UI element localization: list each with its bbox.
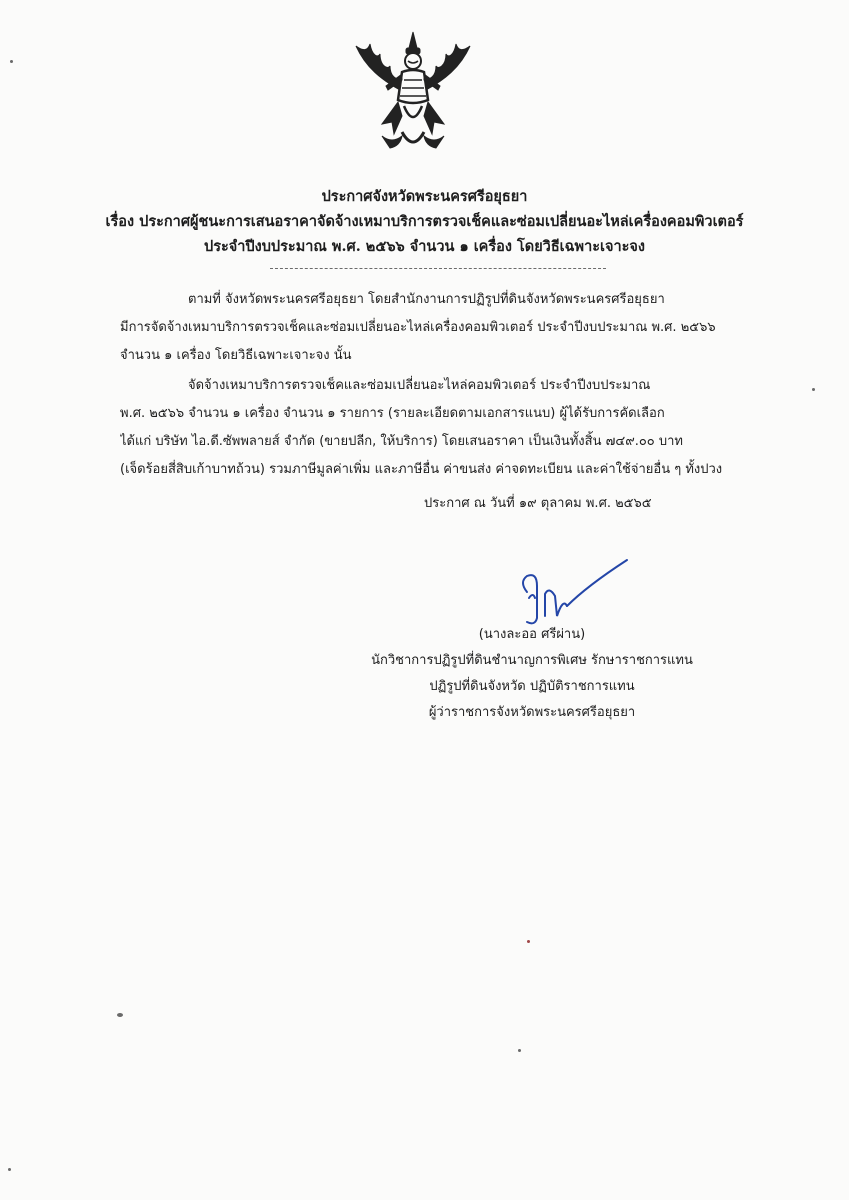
announcement-subject: เรื่อง ประกาศผู้ชนะการเสนอราคาจัดจ้างเหมาบริการตรวจเช็คและซ่อมเปลี่ยนอะไหล่เครื่องคอมพิวเตอร์ xyxy=(105,213,744,230)
paragraph-line: มีการจัดจ้างเหมาบริการตรวจเช็คและซ่อมเปลี่ยนอะไหล่เครื่องคอมพิวเตอร์ ประจำปีงบประมาณ พ.ศ. ๒๕๖๖ xyxy=(120,320,716,335)
paragraph-line: (เจ็ดร้อยสี่สิบเก้าบาทถ้วน) รวมภาษีมูลค่าเพิ่ม และภาษีอื่น ค่าขนส่ง ค่าจดทะเบียน และค่าใช้จ่ายอื่น ๆ ทั้งปวง xyxy=(120,462,723,477)
paragraph-line: ตามที่ จังหวัดพระนครศรีอยุธยา โดยสำนักงานการปฏิรูปที่ดินจังหวัดพระนครศรีอยุธยา xyxy=(188,292,665,307)
announcement-heading: ประกาศจังหวัดพระนครศรีอยุธยา xyxy=(321,188,528,205)
signatory-title: ผู้ว่าราชการจังหวัดพระนครศรีอยุธยา xyxy=(428,705,636,720)
paragraph-line: ได้แก่ บริษัท ไอ.ดี.ซัพพลายส์ จำกัด (ขายปลีก, ให้บริการ) โดยเสนอราคา เป็นเงินทั้งสิ้น ๗๔๙.๐๐ บาท xyxy=(120,434,683,449)
scan-speck xyxy=(117,1013,123,1017)
signatory-title: ปฏิรูปที่ดินจังหวัด ปฏิบัติราชการแทน xyxy=(429,679,635,694)
paragraph-background xyxy=(120,286,760,370)
scan-speck xyxy=(527,940,530,943)
signatory-title: นักวิชาการปฏิรูปที่ดินชำนาญการพิเศษ รักษาราชการแทน xyxy=(371,653,693,668)
scan-speck xyxy=(518,1049,521,1052)
paragraph-line: จัดจ้างเหมาบริการตรวจเช็คและซ่อมเปลี่ยนอะไหล่คอมพิวเตอร์ ประจำปีงบประมาณ xyxy=(188,378,651,393)
announcement-subject-continued: ประจำปีงบประมาณ พ.ศ. ๒๕๖๖ จำนวน ๑ เครื่อง โดยวิธีเฉพาะเจาะจง xyxy=(204,238,645,255)
announcement-date: ประกาศ ณ วันที่ ๑๙ ตุลาคม พ.ศ. ๒๕๖๕ xyxy=(424,496,652,511)
signatory-block xyxy=(362,622,702,726)
scan-speck xyxy=(812,388,815,391)
paragraph-line: พ.ศ. ๒๕๖๖ จำนวน ๑ เครื่อง จำนวน ๑ รายการ (รายละเอียดตามเอกสารแนบ) ผู้ได้รับการคัดเลือก xyxy=(120,406,665,421)
paragraph-line: จำนวน ๑ เครื่อง โดยวิธีเฉพาะเจาะจง นั้น xyxy=(120,348,352,363)
garuda-emblem-icon xyxy=(342,28,484,156)
signatory-name: (นางละออ ศรีผ่าน) xyxy=(478,627,586,642)
paragraph-award xyxy=(120,372,760,484)
divider xyxy=(270,268,606,269)
scan-speck xyxy=(10,60,13,63)
scan-speck xyxy=(8,1168,11,1171)
